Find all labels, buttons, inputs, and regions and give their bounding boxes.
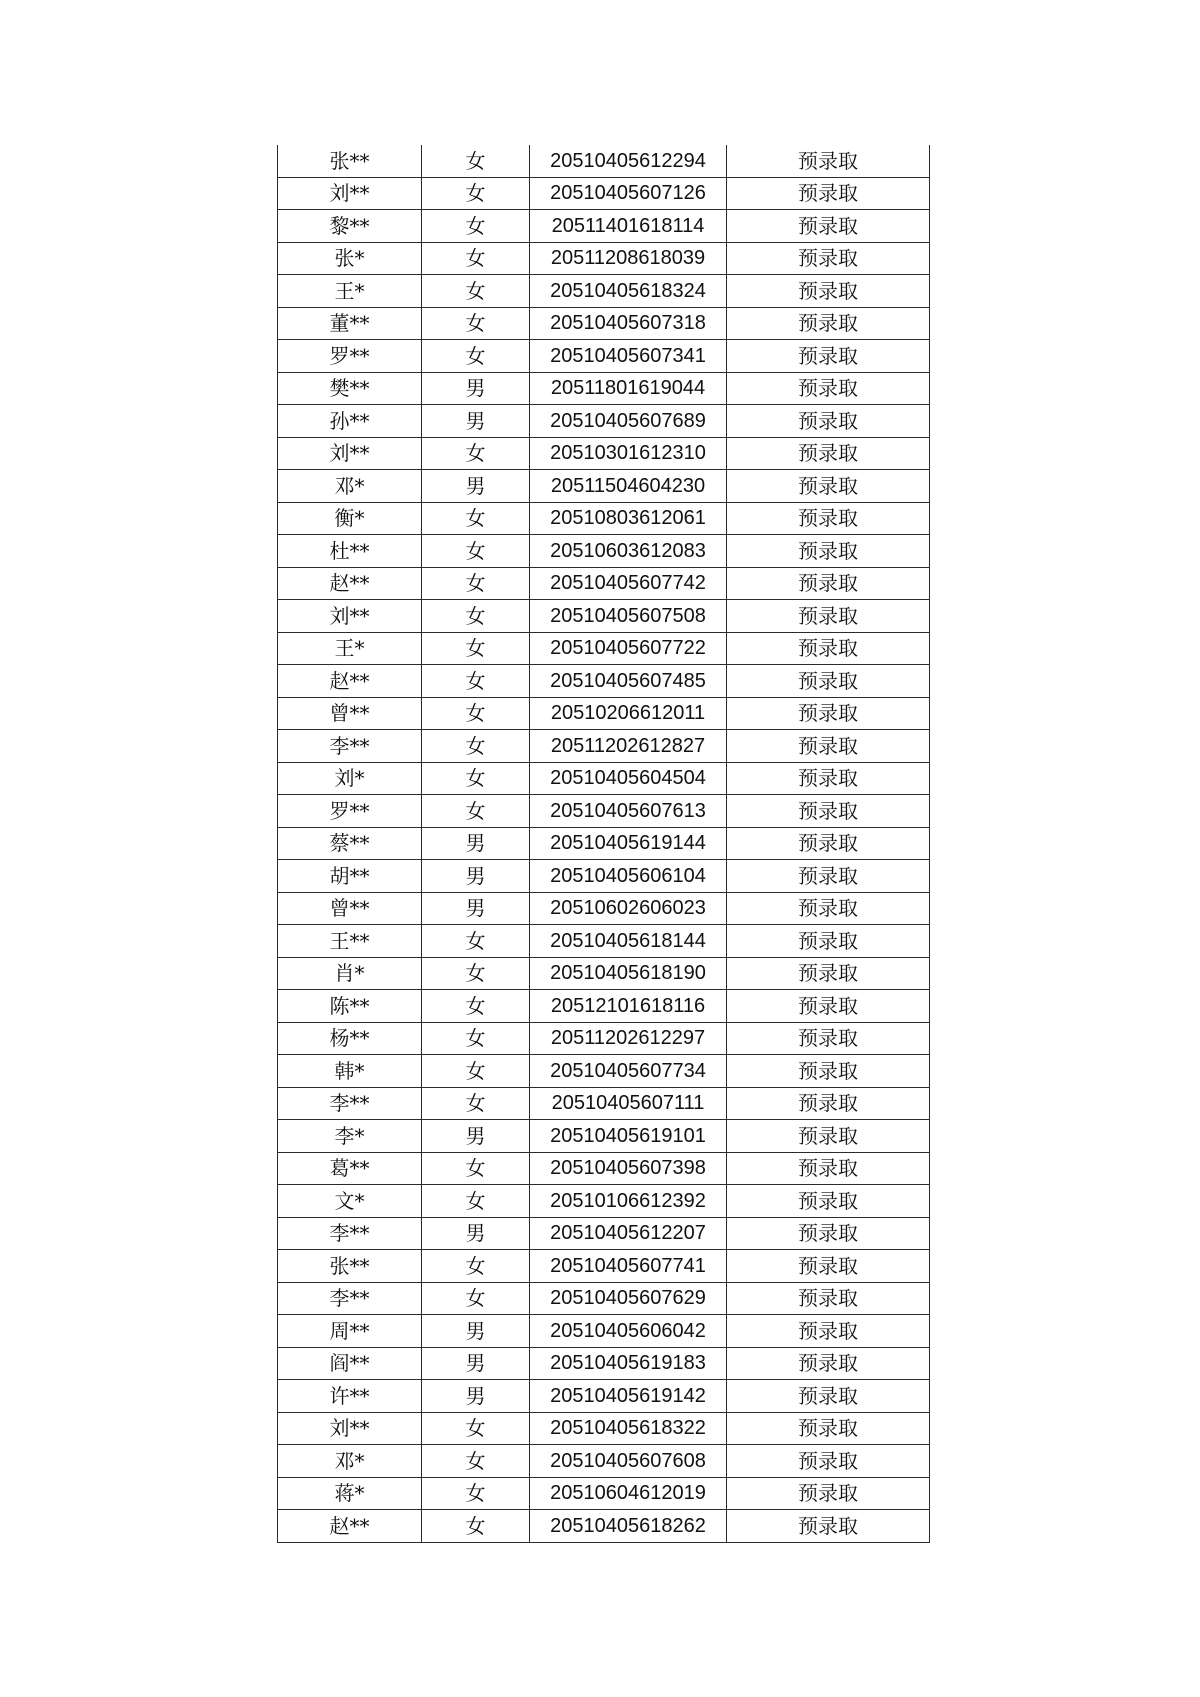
gender-cell: 女	[422, 600, 530, 633]
exam-id-cell: 20510405619183	[530, 1347, 727, 1380]
student-name-cell: 曾**	[278, 892, 422, 925]
exam-id-cell: 20510405618144	[530, 925, 727, 958]
table-row	[278, 210, 930, 243]
admission-status-cell: 预录取	[727, 957, 930, 990]
gender-cell: 女	[422, 1250, 530, 1283]
exam-id-cell: 20510405607111	[530, 1087, 727, 1120]
admission-status-cell: 预录取	[727, 502, 930, 535]
table-row	[278, 535, 930, 568]
gender-cell: 女	[422, 1022, 530, 1055]
table-row	[278, 307, 930, 340]
exam-id-cell: 20510405619144	[530, 827, 727, 860]
exam-id-cell: 20510301612310	[530, 437, 727, 470]
student-name-cell: 王*	[278, 275, 422, 308]
exam-id-cell: 20510405607629	[530, 1282, 727, 1315]
admission-status-cell: 预录取	[727, 1510, 930, 1543]
gender-cell: 女	[422, 340, 530, 373]
gender-cell: 女	[422, 665, 530, 698]
student-name-cell: 葛**	[278, 1152, 422, 1185]
admission-status-cell: 预录取	[727, 860, 930, 893]
admission-status-cell: 预录取	[727, 1412, 930, 1445]
exam-id-cell: 20510106612392	[530, 1185, 727, 1218]
student-name-cell: 衡*	[278, 502, 422, 535]
exam-id-cell: 20510405607485	[530, 665, 727, 698]
exam-id-cell: 20510405607722	[530, 632, 727, 665]
table-row	[278, 827, 930, 860]
admission-status-cell: 预录取	[727, 892, 930, 925]
table-row	[278, 795, 930, 828]
exam-id-cell: 20510405612207	[530, 1217, 727, 1250]
exam-id-cell: 20510603612083	[530, 535, 727, 568]
table-row	[278, 340, 930, 373]
student-name-cell: 樊**	[278, 372, 422, 405]
student-name-cell: 李*	[278, 1120, 422, 1153]
gender-cell: 女	[422, 632, 530, 665]
roster-table-body	[278, 145, 930, 1542]
admission-status-cell: 预录取	[727, 1250, 930, 1283]
student-name-cell: 孙**	[278, 405, 422, 438]
gender-cell: 女	[422, 307, 530, 340]
gender-cell: 女	[422, 795, 530, 828]
student-name-cell: 李**	[278, 1217, 422, 1250]
student-name-cell: 刘**	[278, 177, 422, 210]
exam-id-cell: 20510405607734	[530, 1055, 727, 1088]
gender-cell: 男	[422, 1315, 530, 1348]
exam-id-cell: 20510206612011	[530, 697, 727, 730]
table-row	[278, 925, 930, 958]
gender-cell: 女	[422, 1055, 530, 1088]
table-row	[278, 405, 930, 438]
admission-status-cell: 预录取	[727, 275, 930, 308]
admission-status-cell: 预录取	[727, 535, 930, 568]
table-row	[278, 275, 930, 308]
admission-status-cell: 预录取	[727, 1152, 930, 1185]
exam-id-cell: 20510405607398	[530, 1152, 727, 1185]
table-row	[278, 762, 930, 795]
student-name-cell: 许**	[278, 1380, 422, 1413]
student-name-cell: 蔡**	[278, 827, 422, 860]
gender-cell: 女	[422, 1282, 530, 1315]
admission-status-cell: 预录取	[727, 1217, 930, 1250]
student-name-cell: 邓*	[278, 470, 422, 503]
student-name-cell: 王**	[278, 925, 422, 958]
admission-status-cell: 预录取	[727, 1315, 930, 1348]
admission-status-cell: 预录取	[727, 437, 930, 470]
student-name-cell: 李**	[278, 1087, 422, 1120]
admission-status-cell: 预录取	[727, 600, 930, 633]
table-row	[278, 1510, 930, 1543]
exam-id-cell: 20512101618116	[530, 990, 727, 1023]
admission-status-cell: 预录取	[727, 990, 930, 1023]
exam-id-cell: 20510604612019	[530, 1477, 727, 1510]
exam-id-cell: 20511801619044	[530, 372, 727, 405]
admission-status-cell: 预录取	[727, 730, 930, 763]
gender-cell: 女	[422, 145, 530, 177]
exam-id-cell: 20510405618322	[530, 1412, 727, 1445]
table-row	[278, 437, 930, 470]
student-name-cell: 罗**	[278, 795, 422, 828]
student-name-cell: 张**	[278, 1250, 422, 1283]
student-name-cell: 曾**	[278, 697, 422, 730]
table-row	[278, 470, 930, 503]
gender-cell: 女	[422, 957, 530, 990]
admission-status-cell: 预录取	[727, 697, 930, 730]
student-name-cell: 李**	[278, 1282, 422, 1315]
gender-cell: 女	[422, 1477, 530, 1510]
gender-cell: 女	[422, 1510, 530, 1543]
admission-status-cell: 预录取	[727, 795, 930, 828]
admission-status-cell: 预录取	[727, 665, 930, 698]
admission-status-cell: 预录取	[727, 1445, 930, 1478]
table-row	[278, 665, 930, 698]
admission-roster-table	[277, 145, 930, 1543]
table-row	[278, 1315, 930, 1348]
student-name-cell: 阎**	[278, 1347, 422, 1380]
gender-cell: 女	[422, 242, 530, 275]
exam-id-cell: 20511208618039	[530, 242, 727, 275]
gender-cell: 男	[422, 470, 530, 503]
table-row	[278, 1217, 930, 1250]
gender-cell: 女	[422, 437, 530, 470]
exam-id-cell: 20510602606023	[530, 892, 727, 925]
table-row	[278, 145, 930, 177]
exam-id-cell: 20510405618190	[530, 957, 727, 990]
student-name-cell: 刘**	[278, 437, 422, 470]
gender-cell: 女	[422, 177, 530, 210]
exam-id-cell: 20511401618114	[530, 210, 727, 243]
student-name-cell: 张**	[278, 145, 422, 177]
exam-id-cell: 20510803612061	[530, 502, 727, 535]
gender-cell: 男	[422, 372, 530, 405]
exam-id-cell: 20510405607341	[530, 340, 727, 373]
table-row	[278, 860, 930, 893]
table-row	[278, 502, 930, 535]
gender-cell: 女	[422, 1087, 530, 1120]
admission-status-cell: 预录取	[727, 1185, 930, 1218]
student-name-cell: 刘*	[278, 762, 422, 795]
student-name-cell: 张*	[278, 242, 422, 275]
table-row	[278, 1412, 930, 1445]
admission-status-cell: 预录取	[727, 405, 930, 438]
exam-id-cell: 20510405607608	[530, 1445, 727, 1478]
table-row	[278, 892, 930, 925]
exam-id-cell: 20510405607318	[530, 307, 727, 340]
table-row	[278, 177, 930, 210]
gender-cell: 男	[422, 1217, 530, 1250]
gender-cell: 女	[422, 1445, 530, 1478]
exam-id-cell: 20510405604504	[530, 762, 727, 795]
admission-status-cell: 预录取	[727, 307, 930, 340]
exam-id-cell: 20510405619101	[530, 1120, 727, 1153]
gender-cell: 男	[422, 1347, 530, 1380]
gender-cell: 女	[422, 1152, 530, 1185]
admission-status-cell: 预录取	[727, 470, 930, 503]
admission-status-cell: 预录取	[727, 632, 930, 665]
gender-cell: 女	[422, 762, 530, 795]
student-name-cell: 杨**	[278, 1022, 422, 1055]
admission-status-cell: 预录取	[727, 1022, 930, 1055]
exam-id-cell: 20511504604230	[530, 470, 727, 503]
table-row	[278, 1347, 930, 1380]
gender-cell: 男	[422, 405, 530, 438]
gender-cell: 女	[422, 1185, 530, 1218]
student-name-cell: 周**	[278, 1315, 422, 1348]
gender-cell: 女	[422, 1412, 530, 1445]
student-name-cell: 赵**	[278, 1510, 422, 1543]
exam-id-cell: 20510405606042	[530, 1315, 727, 1348]
student-name-cell: 蒋*	[278, 1477, 422, 1510]
table-row	[278, 242, 930, 275]
admission-status-cell: 预录取	[727, 1380, 930, 1413]
gender-cell: 女	[422, 275, 530, 308]
admission-status-cell: 预录取	[727, 1282, 930, 1315]
gender-cell: 女	[422, 990, 530, 1023]
gender-cell: 男	[422, 827, 530, 860]
student-name-cell: 赵**	[278, 665, 422, 698]
gender-cell: 女	[422, 697, 530, 730]
student-name-cell: 罗**	[278, 340, 422, 373]
admission-status-cell: 预录取	[727, 567, 930, 600]
table-row	[278, 990, 930, 1023]
exam-id-cell: 20510405607508	[530, 600, 727, 633]
student-name-cell: 李**	[278, 730, 422, 763]
admission-status-cell: 预录取	[727, 1055, 930, 1088]
student-name-cell: 赵**	[278, 567, 422, 600]
table-row	[278, 1185, 930, 1218]
exam-id-cell: 20510405607741	[530, 1250, 727, 1283]
exam-id-cell: 20510405607689	[530, 405, 727, 438]
admission-status-cell: 预录取	[727, 827, 930, 860]
admission-status-cell: 预录取	[727, 340, 930, 373]
table-row	[278, 957, 930, 990]
exam-id-cell: 20510405618262	[530, 1510, 727, 1543]
student-name-cell: 陈**	[278, 990, 422, 1023]
student-name-cell: 文*	[278, 1185, 422, 1218]
student-name-cell: 董**	[278, 307, 422, 340]
exam-id-cell: 20510405607613	[530, 795, 727, 828]
gender-cell: 男	[422, 860, 530, 893]
admission-status-cell: 预录取	[727, 210, 930, 243]
table-row	[278, 730, 930, 763]
gender-cell: 女	[422, 567, 530, 600]
student-name-cell: 肖*	[278, 957, 422, 990]
table-row	[278, 1445, 930, 1478]
admission-status-cell: 预录取	[727, 372, 930, 405]
admission-status-cell: 预录取	[727, 1477, 930, 1510]
table-row	[278, 1152, 930, 1185]
exam-id-cell: 20510405607742	[530, 567, 727, 600]
student-name-cell: 刘**	[278, 600, 422, 633]
admission-status-cell: 预录取	[727, 145, 930, 177]
gender-cell: 男	[422, 1120, 530, 1153]
student-name-cell: 邓*	[278, 1445, 422, 1478]
admission-status-cell: 预录取	[727, 1087, 930, 1120]
gender-cell: 女	[422, 730, 530, 763]
table-row	[278, 697, 930, 730]
table-row	[278, 600, 930, 633]
table-row	[278, 372, 930, 405]
exam-id-cell: 20510405618324	[530, 275, 727, 308]
admission-status-cell: 预录取	[727, 242, 930, 275]
table-row	[278, 1380, 930, 1413]
admission-status-cell: 预录取	[727, 177, 930, 210]
student-name-cell: 黎**	[278, 210, 422, 243]
table-row	[278, 567, 930, 600]
exam-id-cell: 20510405607126	[530, 177, 727, 210]
exam-id-cell: 20510405612294	[530, 145, 727, 177]
admission-status-cell: 预录取	[727, 925, 930, 958]
table-row	[278, 1087, 930, 1120]
exam-id-cell: 20510405619142	[530, 1380, 727, 1413]
gender-cell: 女	[422, 535, 530, 568]
student-name-cell: 胡**	[278, 860, 422, 893]
table-row	[278, 1055, 930, 1088]
table-row	[278, 1250, 930, 1283]
table-row	[278, 1120, 930, 1153]
gender-cell: 男	[422, 892, 530, 925]
student-name-cell: 刘**	[278, 1412, 422, 1445]
table-row	[278, 1022, 930, 1055]
exam-id-cell: 20511202612297	[530, 1022, 727, 1055]
gender-cell: 女	[422, 925, 530, 958]
student-name-cell: 韩*	[278, 1055, 422, 1088]
admission-status-cell: 预录取	[727, 762, 930, 795]
student-name-cell: 王*	[278, 632, 422, 665]
admission-status-cell: 预录取	[727, 1347, 930, 1380]
exam-id-cell: 20511202612827	[530, 730, 727, 763]
gender-cell: 女	[422, 210, 530, 243]
student-name-cell: 杜**	[278, 535, 422, 568]
exam-id-cell: 20510405606104	[530, 860, 727, 893]
table-row	[278, 1477, 930, 1510]
table-row	[278, 1282, 930, 1315]
admission-status-cell: 预录取	[727, 1120, 930, 1153]
table-row	[278, 632, 930, 665]
gender-cell: 女	[422, 502, 530, 535]
gender-cell: 男	[422, 1380, 530, 1413]
